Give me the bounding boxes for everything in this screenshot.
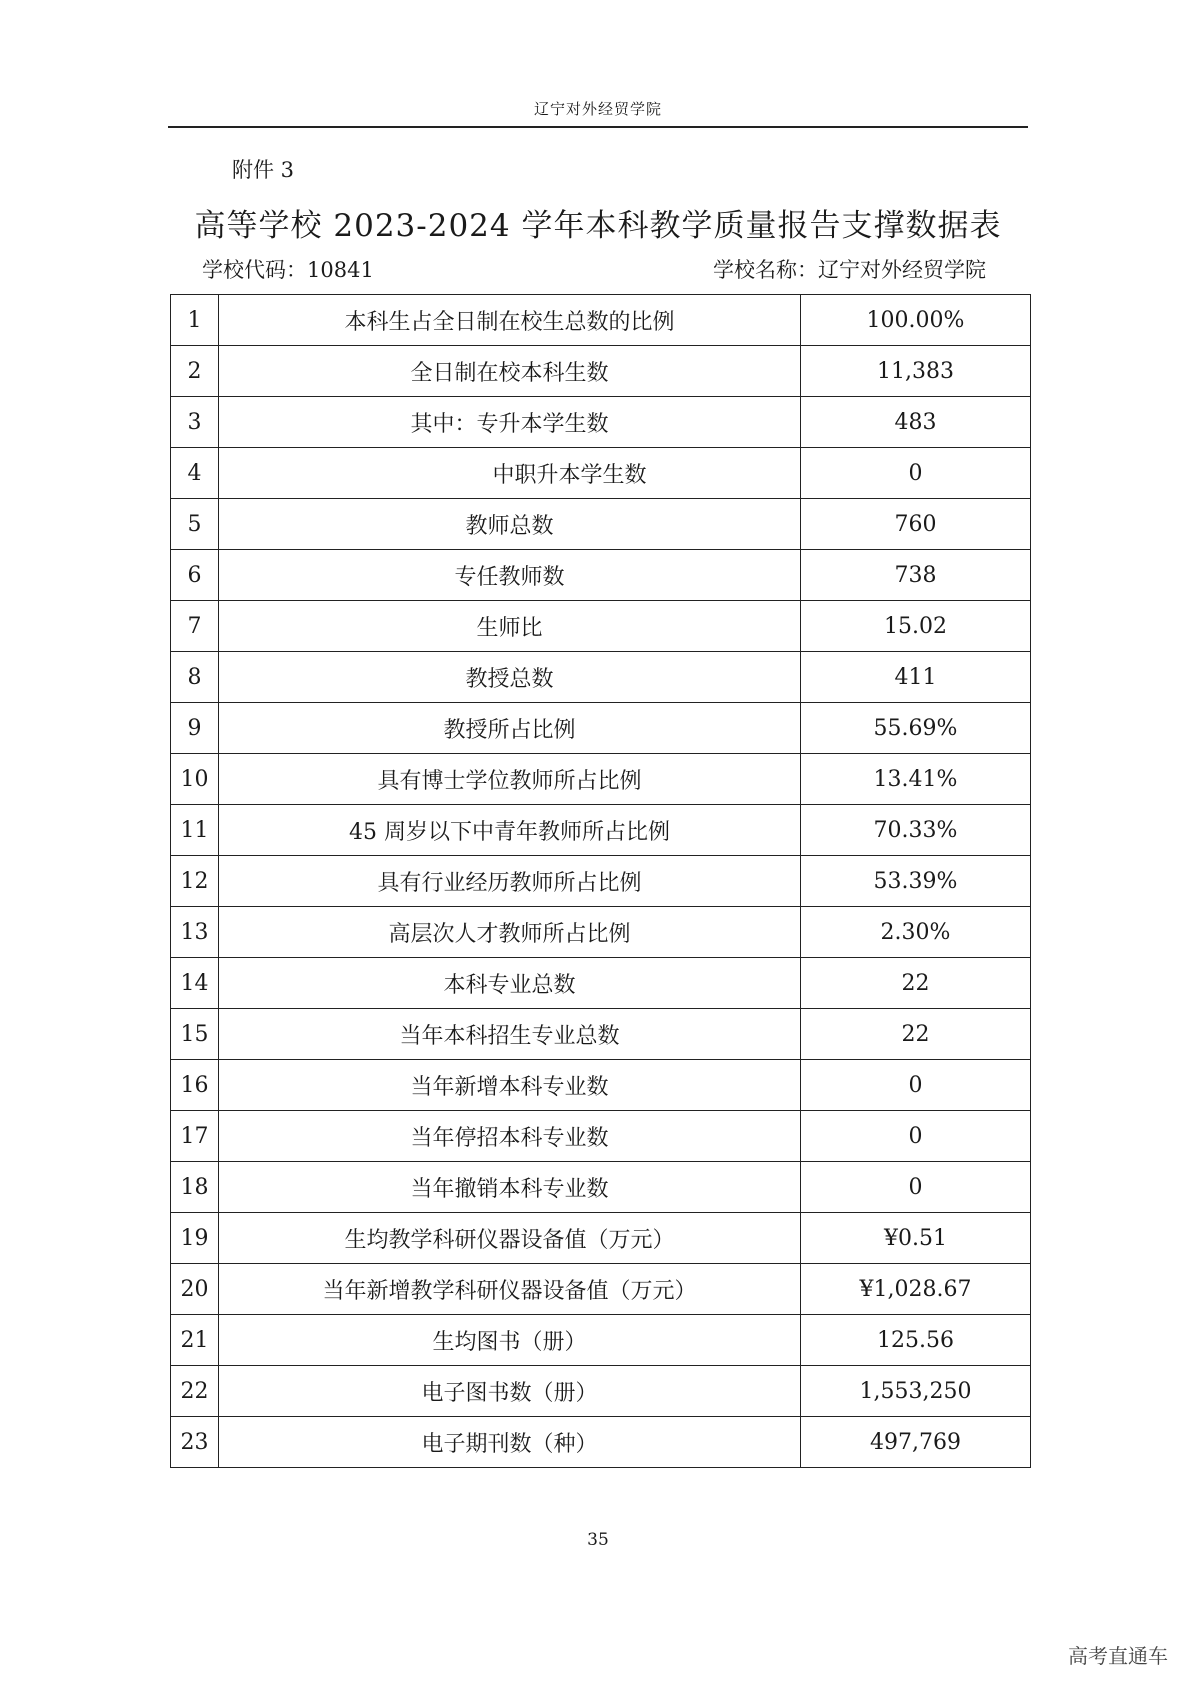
table-row — [171, 1111, 1031, 1162]
row-item: 教授总数 — [219, 652, 801, 703]
table-row — [171, 346, 1031, 397]
table-row — [171, 907, 1031, 958]
row-index: 22 — [171, 1366, 219, 1417]
row-value: 760 — [801, 499, 1031, 550]
row-item: 当年本科招生专业总数 — [219, 1009, 801, 1060]
row-value: 13.41% — [801, 754, 1031, 805]
row-item: 45 周岁以下中青年教师所占比例 — [219, 805, 801, 856]
row-value: 53.39% — [801, 856, 1031, 907]
row-value: 125.56 — [801, 1315, 1031, 1366]
row-index: 8 — [171, 652, 219, 703]
row-index: 20 — [171, 1264, 219, 1315]
row-index: 10 — [171, 754, 219, 805]
row-value: 497,769 — [801, 1417, 1031, 1468]
table-row — [171, 1264, 1031, 1315]
row-item: 当年停招本科专业数 — [219, 1111, 801, 1162]
row-index: 14 — [171, 958, 219, 1009]
row-item: 高层次人才教师所占比例 — [219, 907, 801, 958]
row-value: ¥0.51 — [801, 1213, 1031, 1264]
row-item: 具有博士学位教师所占比例 — [219, 754, 801, 805]
row-index: 16 — [171, 1060, 219, 1111]
table-row — [171, 703, 1031, 754]
page-number: 35 — [587, 1530, 609, 1550]
row-index: 17 — [171, 1111, 219, 1162]
table-row — [171, 499, 1031, 550]
table-row — [171, 1213, 1031, 1264]
table-row — [171, 958, 1031, 1009]
row-item: 生师比 — [219, 601, 801, 652]
row-value: 55.69% — [801, 703, 1031, 754]
row-item: 全日制在校本科生数 — [219, 346, 801, 397]
table-row — [171, 397, 1031, 448]
table-row — [171, 652, 1031, 703]
row-index: 13 — [171, 907, 219, 958]
row-value: 483 — [801, 397, 1031, 448]
table-row — [171, 1417, 1031, 1468]
row-index: 9 — [171, 703, 219, 754]
row-value: 70.33% — [801, 805, 1031, 856]
row-index: 6 — [171, 550, 219, 601]
attachment-label: 附件 3 — [232, 158, 295, 182]
row-item: 教师总数 — [219, 499, 801, 550]
row-index: 15 — [171, 1009, 219, 1060]
table-row — [171, 754, 1031, 805]
watermark-text: 高考直通车 — [1068, 1644, 1168, 1668]
row-item: 本科专业总数 — [219, 958, 801, 1009]
school-name: 学校名称：辽宁对外经贸学院 — [713, 258, 986, 282]
table-body — [171, 295, 1031, 1468]
row-value: 1,553,250 — [801, 1366, 1031, 1417]
table-row — [171, 1366, 1031, 1417]
row-item: 具有行业经历教师所占比例 — [219, 856, 801, 907]
row-value: 738 — [801, 550, 1031, 601]
table-row — [171, 1315, 1031, 1366]
row-index: 3 — [171, 397, 219, 448]
row-value: 0 — [801, 1111, 1031, 1162]
row-index: 2 — [171, 346, 219, 397]
row-item: 当年撤销本科专业数 — [219, 1162, 801, 1213]
row-value: 0 — [801, 1060, 1031, 1111]
row-index: 1 — [171, 295, 219, 346]
row-value: 2.30% — [801, 907, 1031, 958]
row-index: 7 — [171, 601, 219, 652]
row-item: 当年新增教学科研仪器设备值（万元） — [219, 1264, 801, 1315]
row-value: 22 — [801, 958, 1031, 1009]
table-row — [171, 856, 1031, 907]
row-index: 5 — [171, 499, 219, 550]
row-value: 0 — [801, 1162, 1031, 1213]
row-item: 电子图书数（册） — [219, 1366, 801, 1417]
row-value: 15.02 — [801, 601, 1031, 652]
table-row — [171, 1009, 1031, 1060]
table-row — [171, 1162, 1031, 1213]
row-value: 11,383 — [801, 346, 1031, 397]
row-index: 21 — [171, 1315, 219, 1366]
row-item: 生均教学科研仪器设备值（万元） — [219, 1213, 801, 1264]
row-item: 专任教师数 — [219, 550, 801, 601]
header-divider — [168, 126, 1028, 128]
document-title: 高等学校 2023-2024 学年本科教学质量报告支撑数据表 — [194, 208, 1002, 244]
row-index: 19 — [171, 1213, 219, 1264]
row-value: 100.00% — [801, 295, 1031, 346]
row-item: 当年新增本科专业数 — [219, 1060, 801, 1111]
running-header: 辽宁对外经贸学院 — [533, 100, 662, 118]
row-item: 其中：专升本学生数 — [219, 397, 801, 448]
row-item: 电子期刊数（种） — [219, 1417, 801, 1468]
table-row — [171, 601, 1031, 652]
table-row — [171, 1060, 1031, 1111]
table-row — [171, 805, 1031, 856]
table-row — [171, 295, 1031, 346]
row-index: 11 — [171, 805, 219, 856]
row-value: 411 — [801, 652, 1031, 703]
row-value: ¥1,028.67 — [801, 1264, 1031, 1315]
table-row — [171, 550, 1031, 601]
row-index: 23 — [171, 1417, 219, 1468]
row-item: 教授所占比例 — [219, 703, 801, 754]
row-item: 本科生占全日制在校生总数的比例 — [219, 295, 801, 346]
row-value: 22 — [801, 1009, 1031, 1060]
row-index: 4 — [171, 448, 219, 499]
row-item: 中职升本学生数 — [219, 448, 801, 499]
school-code: 学校代码：10841 — [202, 258, 374, 282]
row-index: 18 — [171, 1162, 219, 1213]
row-value: 0 — [801, 448, 1031, 499]
table-row — [171, 448, 1031, 499]
row-index: 12 — [171, 856, 219, 907]
data-table — [170, 294, 1031, 1468]
row-item: 生均图书（册） — [219, 1315, 801, 1366]
